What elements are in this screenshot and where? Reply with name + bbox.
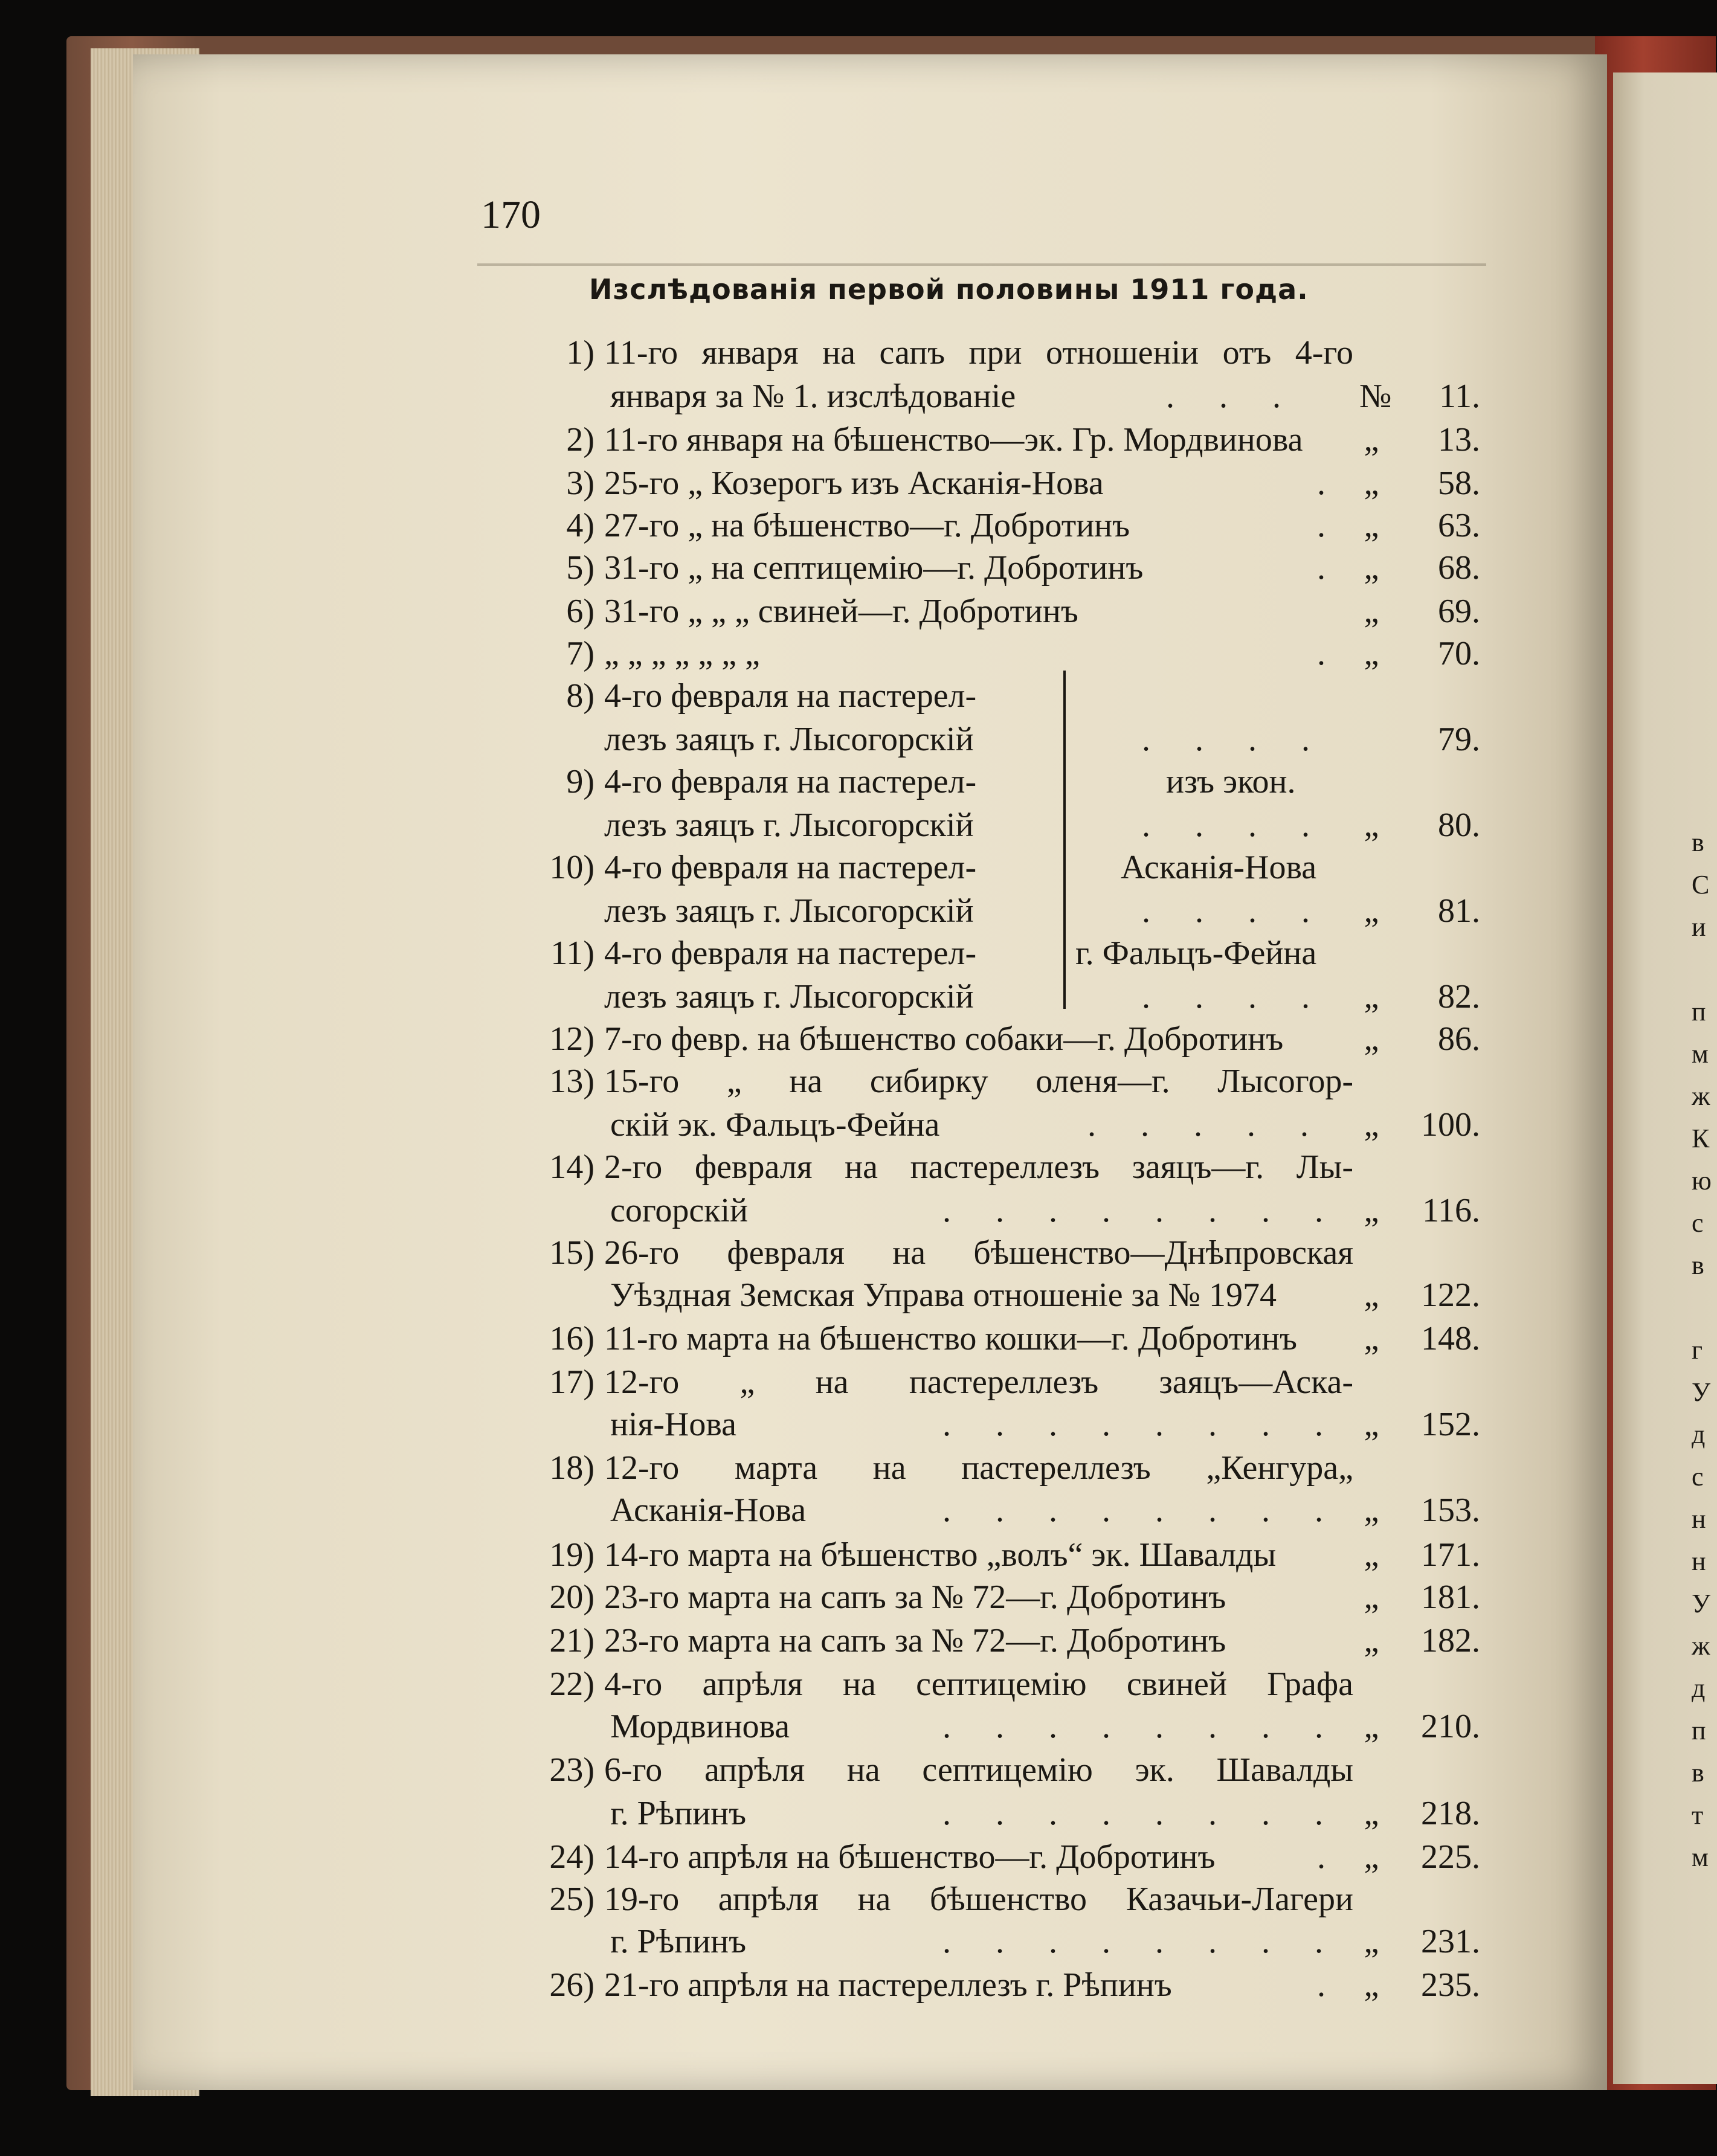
entry-number: 19): [549, 1536, 594, 1574]
entry-number: 15): [549, 1234, 594, 1272]
ditto-mark: „: [1364, 1622, 1379, 1659]
next-page-letter: [1692, 1287, 1717, 1329]
entry-number: 4): [566, 507, 594, 544]
entry-number: 2): [566, 421, 594, 459]
entry-reference: 82.: [1438, 978, 1480, 1015]
entry-reference: 122.: [1421, 1276, 1480, 1314]
next-page-letter: ю: [1692, 1166, 1712, 1195]
entry-text-line: 31-го „ на септицемію—г. Добротинъ: [604, 549, 1144, 587]
leader-dots: . . . .: [1142, 721, 1328, 758]
ditto-mark: „: [1364, 806, 1379, 844]
ditto-mark: „: [1364, 549, 1379, 587]
entry-text-line: г. Рѣпинъ: [610, 1795, 747, 1832]
leader-dots: . . . . . . . .: [942, 1492, 1341, 1529]
ditto-mark: „: [1364, 465, 1379, 502]
entry-number: 12): [549, 1020, 594, 1058]
entry-reference: 69.: [1438, 593, 1480, 630]
leader-dot: .: [1317, 1838, 1326, 1876]
next-page-letter: С: [1692, 870, 1710, 899]
entry-text-line: согорскій: [610, 1192, 749, 1229]
entry-text-line: 25-го „ Козерогъ изъ Асканія-Нова: [604, 465, 1104, 502]
ditto-mark: „: [1364, 1320, 1379, 1357]
next-page-letters: [1692, 822, 1717, 1879]
page-number: 170: [481, 193, 541, 237]
leader-dots: . . . . . . . .: [942, 1192, 1341, 1229]
entry-text-line: 4-го февраля на пастерел-: [604, 677, 977, 715]
leader-dot: .: [1317, 465, 1326, 502]
entry-text-line: января за № 1. изслѣдованіе: [610, 378, 1016, 415]
entry-number: 20): [549, 1578, 594, 1616]
entry-reference: 11.: [1439, 378, 1480, 415]
entry-text-line: нія-Нова: [610, 1406, 736, 1443]
entry-text-line: лезъ заяцъ г. Лысогорскій: [604, 978, 974, 1015]
entry-text-line: лезъ заяцъ г. Лысогорскій: [604, 892, 974, 930]
entry-reference: 63.: [1438, 507, 1480, 544]
entry-reference: 210.: [1421, 1708, 1480, 1745]
ditto-mark: „: [1364, 1406, 1379, 1443]
entry-text-line: Мордвинова: [610, 1708, 790, 1745]
next-page-letter: п: [1692, 1716, 1706, 1745]
next-page-letter: д: [1692, 1673, 1706, 1703]
entry-reference: 116.: [1422, 1192, 1480, 1229]
entry-text-line: 11-го января на бѣшенство—эк. Гр. Мордвинова: [604, 421, 1303, 459]
entry-number: 24): [549, 1838, 594, 1876]
next-page-letter: н: [1692, 1546, 1706, 1576]
entry-reference: 182.: [1421, 1622, 1480, 1659]
entry-text-line: скій эк. Фальцъ-Фейна: [610, 1106, 940, 1144]
ditto-mark: №: [1359, 378, 1392, 415]
entry-text-line: 11-го января на сапъ при отношеніи отъ 4-го: [604, 334, 1353, 372]
next-page-letter: с: [1692, 1462, 1704, 1492]
entry-reference: 218.: [1421, 1795, 1480, 1832]
leader-dots: . . . .: [1142, 978, 1328, 1015]
entry-number: 8): [566, 677, 594, 715]
entry-text-line: Асканія-Нова: [610, 1492, 807, 1529]
bracket-note-line: г. Фальцъ-Фейна: [1075, 935, 1317, 972]
entry-number: 21): [549, 1622, 594, 1659]
entry-text-line: 14-го марта на бѣшенство „волъ“ эк. Шавалды: [604, 1536, 1277, 1574]
ditto-mark: „: [1364, 1536, 1379, 1574]
ditto-mark: „: [1364, 1106, 1379, 1144]
entry-text-line: 21-го апрѣля на пастереллезъ г. Рѣпинъ: [604, 1966, 1172, 2004]
entry-reference: 171.: [1421, 1536, 1480, 1574]
next-page-letter: д: [1692, 1420, 1706, 1449]
entry-number: 23): [549, 1751, 594, 1789]
entry-text-line: 23-го марта на сапъ за № 72—г. Добротинъ: [604, 1622, 1226, 1659]
ditto-mark: „: [1364, 1838, 1379, 1876]
ditto-mark: „: [1364, 1020, 1379, 1058]
next-page-letter: н: [1692, 1504, 1706, 1534]
next-page-letter: в: [1692, 1758, 1704, 1788]
entry-text-line: 12-го марта на пастереллезъ „Кенгура„: [604, 1449, 1353, 1487]
entry-number: 5): [566, 549, 594, 587]
ditto-mark: „: [1364, 1708, 1379, 1745]
entry-number: 13): [549, 1063, 594, 1100]
ditto-mark: „: [1364, 1578, 1379, 1616]
entry-reference: 152.: [1421, 1406, 1480, 1443]
ditto-mark: „: [1364, 593, 1379, 630]
next-page-letter: ж: [1692, 1631, 1710, 1661]
entry-reference: 58.: [1438, 465, 1480, 502]
entry-number: 14): [549, 1148, 594, 1186]
page-heading: Изслѣдованія первой половины 1911 года.: [589, 273, 1309, 306]
next-page-letter: У: [1692, 1377, 1711, 1407]
next-page-letter: с: [1692, 1208, 1704, 1238]
leader-dots: . . . . . . . .: [942, 1923, 1341, 1960]
next-page-letter: [1692, 948, 1717, 991]
leader-dots: . . .: [1166, 378, 1299, 415]
entry-reference: 100.: [1421, 1106, 1480, 1144]
entry-text-line: 2-го февраля на пастереллезъ заяцъ—г. Лы-: [604, 1148, 1353, 1186]
entry-reference: 153.: [1421, 1492, 1480, 1529]
bracket-note-line: Асканія-Нова: [1121, 849, 1317, 886]
ditto-mark: „: [1364, 892, 1379, 930]
entry-text-line: г. Рѣпинъ: [610, 1923, 747, 1960]
leader-dots: . . . . . . . .: [942, 1795, 1341, 1832]
entry-reference: 80.: [1438, 806, 1480, 844]
entry-text-line: 19-го апрѣля на бѣшенство Казачьи-Лагери: [604, 1881, 1353, 1918]
entry-reference: 231.: [1421, 1923, 1480, 1960]
leader-dot: .: [1317, 1966, 1326, 2004]
entry-reference: 70.: [1438, 635, 1480, 672]
bracket-line: [1063, 671, 1066, 1009]
entry-reference: 148.: [1421, 1320, 1480, 1357]
leader-dots: . . . .: [1142, 806, 1328, 844]
entry-number: 7): [566, 635, 594, 672]
entry-text-line: 7-го февр. на бѣшенство собаки—г. Добротинъ: [604, 1020, 1284, 1058]
ditto-mark: „: [1364, 978, 1379, 1015]
leader-dot: .: [1317, 549, 1326, 587]
entry-reference: 225.: [1421, 1838, 1480, 1876]
entry-number: 17): [549, 1363, 594, 1401]
entry-text-line: 4-го февраля на пастерел-: [604, 763, 977, 800]
entry-text-line: 15-го „ на сибирку оленя—г. Лысогор-: [604, 1063, 1353, 1100]
entry-reference: 86.: [1438, 1020, 1480, 1058]
leader-dots: . . . . . . . .: [942, 1406, 1341, 1443]
ditto-mark: „: [1364, 1966, 1379, 2004]
ditto-mark: „: [1364, 1795, 1379, 1832]
next-page-letter: У: [1692, 1589, 1711, 1618]
entry-text-line: 4-го февраля на пастерел-: [604, 935, 977, 972]
entry-text-line: 31-го „ „ „ свиней—г. Добротинъ: [604, 593, 1078, 630]
entry-text-line: 4-го февраля на пастерел-: [604, 849, 977, 886]
entry-number: 3): [566, 465, 594, 502]
next-page-letter: т: [1692, 1800, 1704, 1830]
ditto-mark: „: [1364, 635, 1379, 672]
entry-number: 25): [549, 1881, 594, 1918]
leader-dots: . . . . . . . .: [942, 1708, 1341, 1745]
next-page-letter: м: [1692, 1039, 1709, 1069]
entry-text-line: 14-го апрѣля на бѣшенство—г. Добротинъ: [604, 1838, 1216, 1876]
entry-text-line: лезъ заяцъ г. Лысогорскій: [604, 806, 974, 844]
leader-dot: .: [1317, 635, 1326, 672]
next-page-letter: и: [1692, 912, 1706, 942]
entry-text-line: „ „ „ „ „ „ „: [604, 635, 760, 672]
leader-dots: . . . . .: [1087, 1106, 1327, 1144]
entry-number: 10): [549, 849, 594, 886]
next-page-letter: К: [1692, 1124, 1710, 1153]
leader-dots: . . . .: [1142, 892, 1328, 930]
next-page-letter: ж: [1692, 1081, 1710, 1111]
ditto-mark: „: [1364, 507, 1379, 544]
entry-number: 26): [549, 1966, 594, 2004]
entry-reference: 81.: [1438, 892, 1480, 930]
entry-text-line: Уѣздная Земская Управа отношеніе за № 1974: [610, 1276, 1277, 1314]
entry-text-line: 11-го марта на бѣшенство кошки—г. Добротинъ: [604, 1320, 1298, 1357]
entry-reference: 235.: [1421, 1966, 1480, 2004]
ditto-mark: „: [1364, 1192, 1379, 1229]
entry-number: 1): [566, 334, 594, 372]
next-page-letter: в: [1692, 828, 1704, 857]
entry-number: 9): [566, 763, 594, 800]
entry-text-line: 4-го апрѣля на септицемію свиней Графа: [604, 1665, 1353, 1703]
entry-number: 18): [549, 1449, 594, 1487]
entry-text-line: 27-го „ на бѣшенство—г. Добротинъ: [604, 507, 1130, 544]
ditto-mark: „: [1364, 1492, 1379, 1529]
next-page-letter: г: [1692, 1335, 1703, 1365]
entry-number: 11): [550, 935, 594, 972]
entry-text-line: 6-го апрѣля на септицемію эк. Шавалды: [604, 1751, 1353, 1789]
entry-text-line: 26-го февраля на бѣшенство—Днѣпровская: [604, 1234, 1353, 1272]
entry-number: 22): [549, 1665, 594, 1703]
entry-text-line: 12-го „ на пастереллезъ заяцъ—Аска-: [604, 1363, 1353, 1401]
entry-number: 16): [549, 1320, 594, 1357]
entry-reference: 13.: [1438, 421, 1480, 459]
ditto-mark: „: [1364, 421, 1379, 459]
next-page-letter: в: [1692, 1250, 1704, 1280]
entry-reference: 68.: [1438, 549, 1480, 587]
header-rule: [477, 263, 1486, 266]
entry-text-line: лезъ заяцъ г. Лысогорскій: [604, 721, 974, 758]
next-page-letter: п: [1692, 997, 1706, 1026]
leader-dot: .: [1317, 507, 1326, 544]
entry-reference: 79.: [1438, 721, 1480, 758]
ditto-mark: „: [1364, 1923, 1379, 1960]
entry-reference: 181.: [1421, 1578, 1480, 1616]
entry-text-line: 23-го марта на сапъ за № 72—г. Добротинъ: [604, 1578, 1226, 1616]
bracket-note-line: изъ экон.: [1166, 763, 1296, 800]
next-page-letter: м: [1692, 1842, 1709, 1872]
entry-number: 6): [566, 593, 594, 630]
ditto-mark: „: [1364, 1276, 1379, 1314]
